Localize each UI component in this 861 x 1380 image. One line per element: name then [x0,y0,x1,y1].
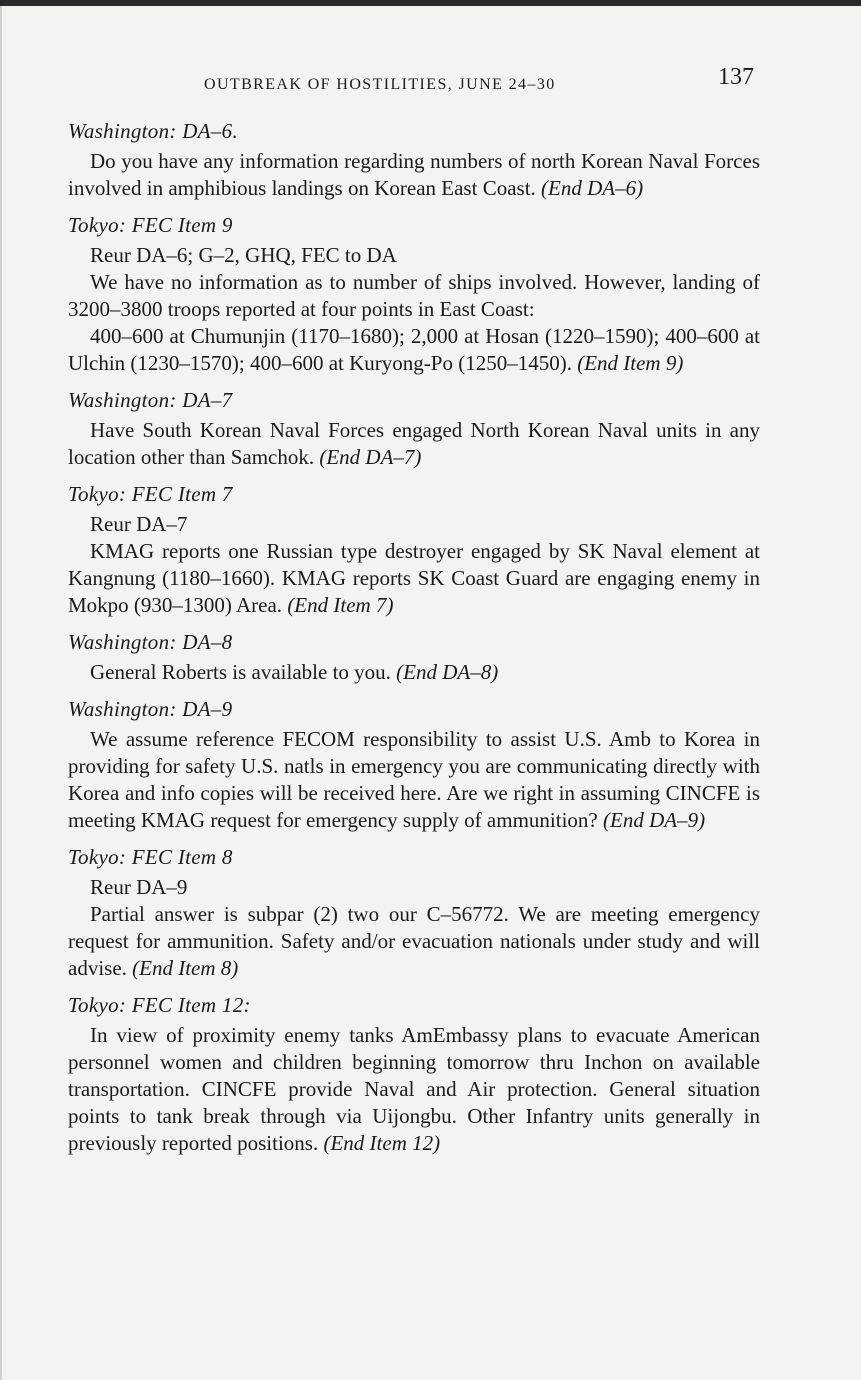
message-source: Washington: DA–6. [68,119,238,143]
paragraph-text: Reur DA–9 [90,875,188,899]
message-source: Tokyo: FEC Item 7 [68,482,233,506]
end-marker: (End Item 7) [287,593,394,617]
paragraph-text: General Roberts is available to you. [90,660,391,684]
message-paragraph [68,1022,760,1157]
message-paragraph [68,148,760,202]
message-entry [68,629,760,686]
running-head: OUTBREAK OF HOSTILITIES, JUNE 24–30 [204,76,556,93]
message-paragraph [68,538,760,619]
message-entry [68,992,760,1157]
paragraph-text: We assume reference FECOM responsibility to assist U.S. Amb to Korea in providing for safety U.S. natls in emergency you are communicating directly with Korea and info copies will be received here. Are we right in assuming CINCFE is meeting KMAG request for emergency supply of ammunition? [68,727,760,832]
message-entry [68,387,760,471]
message-entry [68,844,760,982]
message-source: Tokyo: FEC Item 12: [68,993,251,1017]
message-entry [68,212,760,377]
message-source: Washington: DA–7 [68,388,233,412]
message-entry [68,118,760,202]
paragraph-text: Reur DA–6; G–2, GHQ, FEC to DA [90,243,397,267]
end-marker: (End DA–9) [603,808,706,832]
message-paragraph [68,901,760,982]
message-paragraph [68,417,760,471]
message-paragraph [68,323,760,377]
end-marker: (End DA–6) [541,176,644,200]
paragraph-text: In view of proximity enemy tanks AmEmbassy plans to evacuate American personnel women and children beginning tomorrow thru Inchon on available transportation. CINCFE provide Naval and Air protection. General situation points to tank break through via Uijongbu. Other Infantry units generally in previously reported positions. [68,1023,760,1155]
message-entry [68,481,760,619]
message-reference [68,874,760,901]
end-marker: (End DA–7) [319,445,422,469]
end-marker: (End DA–8) [396,660,499,684]
paragraph-text: 400–600 at Chumunjin (1170–1680); 2,000 at Hosan (1220–1590); 400–600 at Ulchin (1230–1570); 400–600 at Kuryong-Po (1250–1450). [68,324,760,375]
paragraph-text: Do you have any information regarding numbers of north Korean Naval Forces involved in amphibious landings on Korean East Coast. [68,149,760,200]
message-source: Washington: DA–9 [68,697,233,721]
message-reference [68,511,760,538]
message-reference [68,242,760,269]
message-paragraph [68,659,760,686]
end-marker: (End Item 9) [577,351,684,375]
message-paragraph [68,726,760,834]
page-number: 137 [718,64,754,90]
page-left-edge [0,6,2,1380]
end-marker: (End Item 12) [323,1131,441,1155]
message-entry [68,696,760,834]
paragraph-text: Have South Korean Naval Forces engaged North Korean Naval units in any location other than Samchok. [68,418,760,469]
message-source: Washington: DA–8 [68,630,233,654]
page-body [68,118,760,1167]
end-marker: (End Item 8) [132,956,239,980]
paragraph-text: Partial answer is subpar (2) two our C–56772. We are meeting emergency request for ammunition. Safety and/or evacuation nationals under study and will advise. [68,902,760,980]
message-source: Tokyo: FEC Item 9 [68,213,233,237]
paragraph-text: Reur DA–7 [90,512,188,536]
paragraph-text: KMAG reports one Russian type destroyer engaged by SK Naval element at Kangnung (1180–1660). KMAG reports SK Coast Guard are engaging enemy in Mokpo (930–1300) Area. [68,539,760,617]
page-header [68,64,760,98]
message-source: Tokyo: FEC Item 8 [68,845,233,869]
page-top-edge [0,0,861,6]
paragraph-text: We have no information as to number of ships involved. However, landing of 3200–3800 troops reported at four points in East Coast: [68,270,760,321]
message-paragraph [68,269,760,323]
